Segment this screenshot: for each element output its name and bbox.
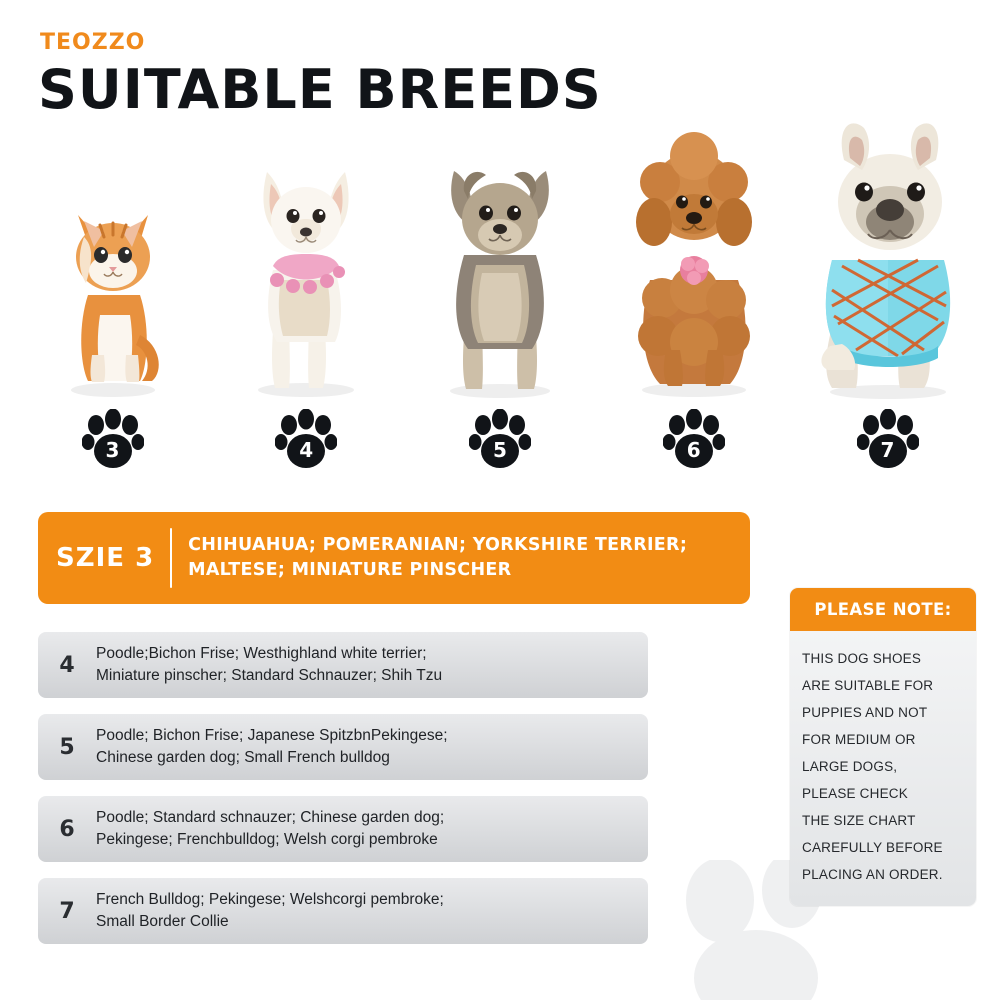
- table-row: [38, 796, 648, 862]
- featured-size-label: SZIE 3: [56, 543, 155, 573]
- note-line: PUPPIES AND NOT: [802, 705, 928, 720]
- size-number: 4: [59, 652, 75, 678]
- size-breeds-line2: Small Border Collie: [96, 913, 229, 930]
- paw-number-label: 3: [105, 438, 120, 462]
- note-line: PLACING AN ORDER.: [802, 867, 943, 882]
- size-breeds: [96, 725, 460, 770]
- paw-number-label: 7: [880, 438, 895, 462]
- size-breeds-line2: Miniature pinscher; Standard Schnauzer; Shih Tzu: [96, 667, 443, 684]
- paw-number-row: [20, 400, 980, 480]
- please-note-header: PLEASE NOTE:: [790, 588, 976, 631]
- animal-row: [20, 100, 980, 400]
- size-breeds-line1: Poodle; Standard schnauzer; Chinese garden dog;: [96, 808, 445, 826]
- animal-yorkshire-terrier: [408, 100, 593, 400]
- table-row: [38, 878, 648, 944]
- brand-logo: TEOZZO: [40, 30, 146, 55]
- please-note-box: [790, 588, 976, 906]
- note-line: LARGE DOGS,: [802, 759, 898, 774]
- size-breeds-line2: Chinese garden dog; Small French bulldog: [96, 749, 390, 766]
- size-breeds: [96, 889, 456, 934]
- table-row: [38, 632, 648, 698]
- note-line: THE SIZE CHART: [802, 813, 916, 828]
- note-line: FOR MEDIUM OR: [802, 732, 916, 747]
- paw-cell-3: [20, 409, 205, 471]
- animal-chihuahua: [214, 100, 399, 400]
- size-breeds: [96, 643, 454, 688]
- page-title: SUITABLE BREEDS: [38, 58, 602, 121]
- size-number: 7: [59, 898, 75, 924]
- note-line: CAREFULLY BEFORE: [802, 840, 943, 855]
- paw-number-label: 5: [493, 438, 507, 462]
- size-breeds: [96, 807, 456, 852]
- paw-cell-7: [795, 409, 980, 471]
- featured-size-breeds: CHIHUAHUA; POMERANIAN; YORKSHIRE TERRIER; MALTESE; MINIATURE PINSCHER: [188, 534, 688, 580]
- size-breeds-line1: French Bulldog; Pekingese; Welshcorgi pembroke;: [96, 890, 444, 908]
- paw-cell-6: [601, 409, 786, 471]
- chihuahua-illustration: [231, 150, 381, 400]
- size-breeds-line1: Poodle;Bichon Frise; Westhighland white terrier;: [96, 644, 427, 662]
- animal-french-bulldog: [795, 100, 980, 400]
- note-line: PLEASE CHECK: [802, 786, 908, 801]
- note-line: THIS DOG SHOES: [802, 651, 922, 666]
- kitten-illustration: [48, 185, 178, 400]
- table-row: [38, 714, 648, 780]
- featured-size-banner: [38, 512, 750, 604]
- animal-kitten: [20, 100, 205, 400]
- animal-poodle: [601, 100, 786, 400]
- size-breeds-line1: Poodle; Bichon Frise; Japanese SpitzbnPekingese;: [96, 726, 448, 744]
- paw-cell-4: [214, 409, 399, 471]
- paw-number-label: 4: [299, 438, 314, 462]
- size-row-list: [38, 632, 648, 960]
- size-number: 5: [59, 734, 75, 760]
- paw-cell-5: [408, 409, 593, 471]
- french-bulldog-illustration: [798, 110, 978, 400]
- note-line: ARE SUITABLE FOR: [802, 678, 934, 693]
- size-number: 6: [59, 816, 75, 842]
- yorkie-illustration: [420, 145, 580, 400]
- size-breeds-line2: Pekingese; Frenchbulldog; Welsh corgi pembroke: [96, 831, 438, 848]
- poodle-illustration: [614, 130, 774, 400]
- please-note-body: [790, 631, 976, 906]
- paw-number-label: 6: [686, 438, 701, 462]
